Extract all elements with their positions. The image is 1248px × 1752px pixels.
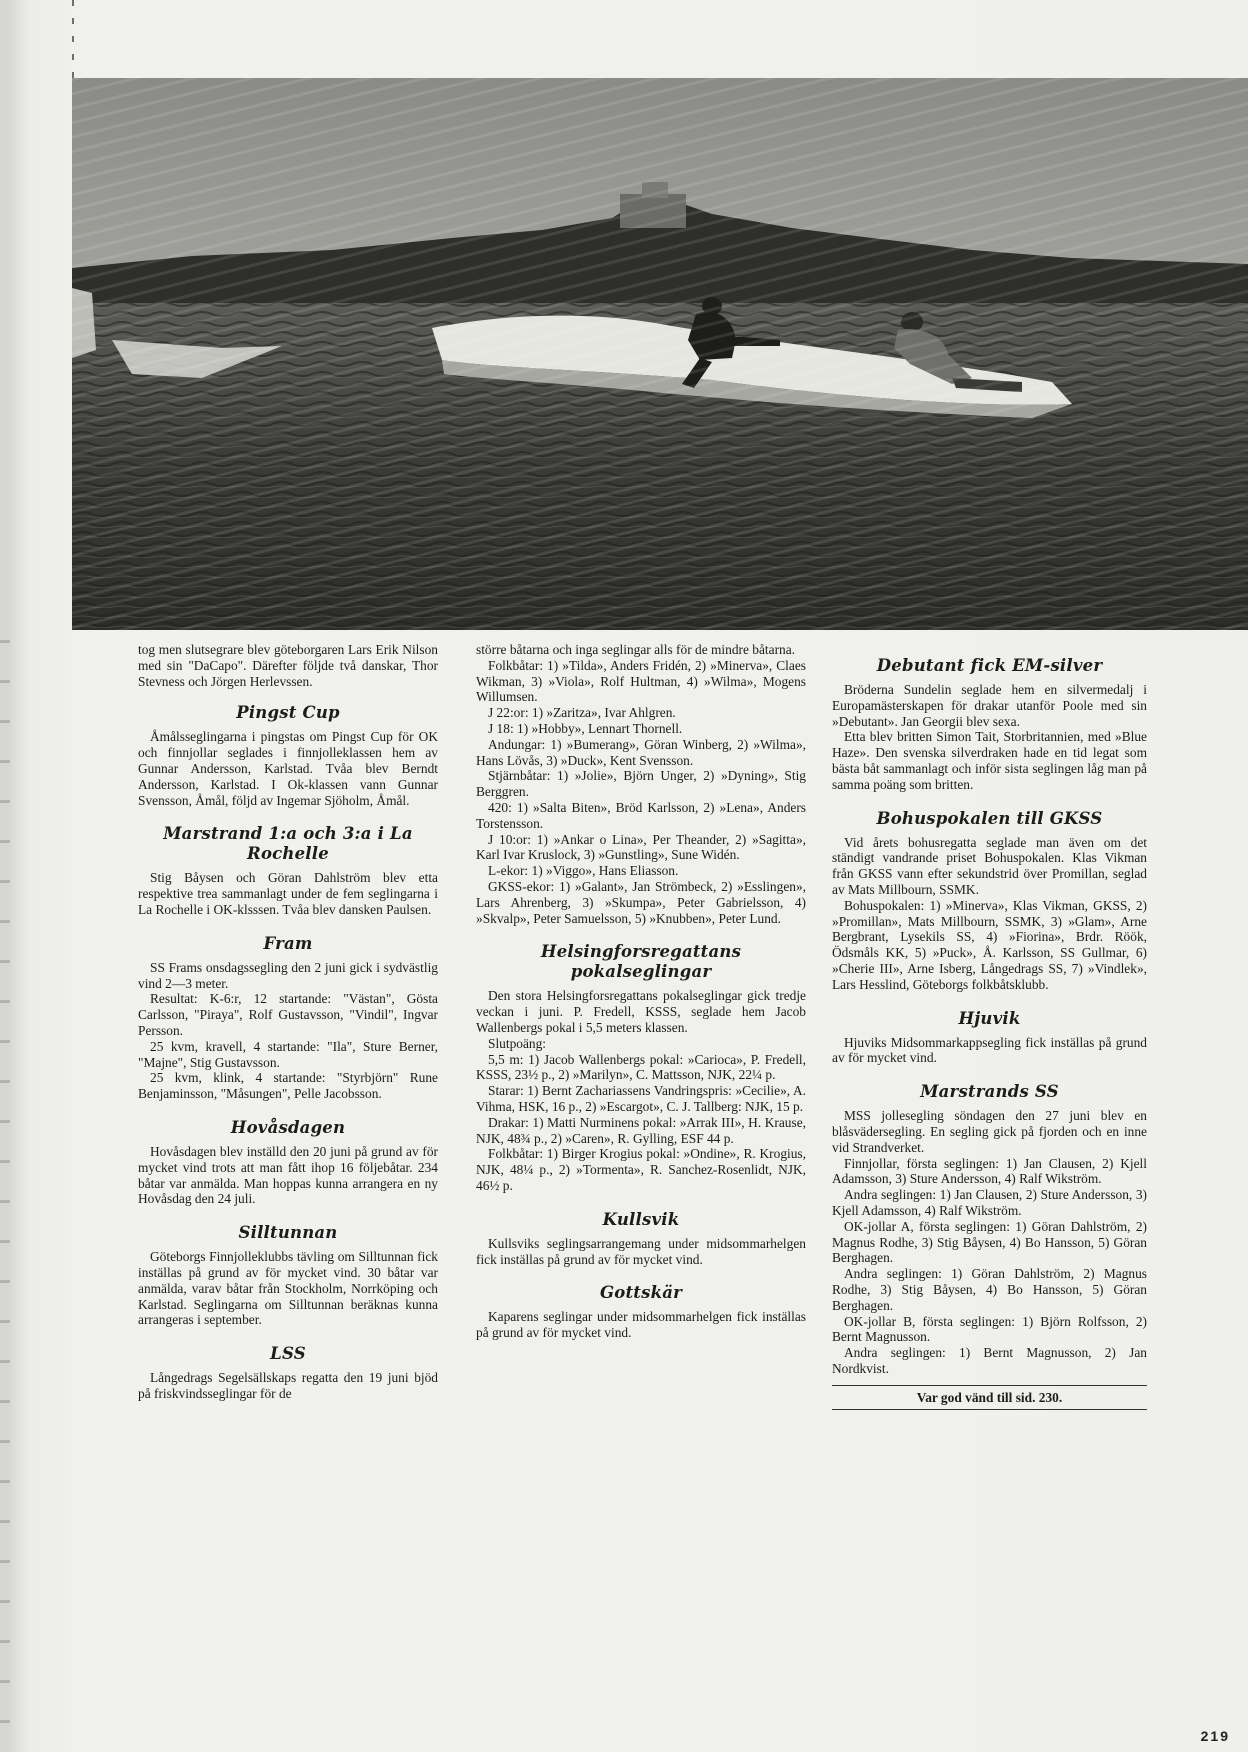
gottskar-paragraph: Kaparens seglingar under midsommarhelgen fick inställas på grund av för mycket vind.	[476, 1309, 806, 1341]
heading-marstrand-la-rochelle: Marstrand 1:a och 3:a i La Rochelle	[163, 824, 413, 864]
mss-paragraph-7: Andra seglingen: 1) Bernt Magnusson, 2) Jan Nordkvist.	[832, 1345, 1147, 1376]
column-3	[832, 642, 1147, 1410]
col2-intro: större båtarna och inga seglingar alls för de mindre båtarna.	[476, 642, 796, 657]
results-420: 420: 1) »Salta Biten», Bröd Karlsson, 2) »Lena», Anders Torstensson.	[476, 799, 806, 831]
helsingfors-paragraph-2: Slutpoäng:	[488, 1035, 547, 1051]
fram-paragraph-3: 25 kvm, kravell, 4 startande: "Ila", Sture Berner, "Majne", Stig Gustavsson.	[138, 1038, 438, 1070]
heading-debutant: Debutant fick EM-silver	[876, 656, 1103, 675]
continuation-rule-bottom	[832, 1409, 1147, 1410]
sailing-photo	[72, 78, 1248, 630]
results-folkbatar: Folkbåtar: 1) »Tilda», Anders Fridén, 2) »Minerva», Claes Wikman, 3) »Viola», Rolf Hultman, 4) »Wilma», Mogens Willumsen.	[476, 657, 806, 705]
pingst-paragraph: Åmålsseglingarna i pingstas om Pingst Cup för OK och finnjollar seglades i finnjolleklassen hem av Gunnar Andersson, Karlstad. Tvåa blev Berndt Andersson, Karlstad. I Ok-klassen vann Gunnar Svensson, Åmål, följd av Ingemar Sjöholm, Åmål.	[138, 729, 438, 808]
mss-paragraph-2: Finnjollar, första seglingen: 1) Jan Clausen, 2) Kjell Adamsson, 3) Sture Andersson, 4) Ralf Wikström.	[832, 1155, 1147, 1187]
results-j22: J 22:or: 1) »Zaritza», Ivar Ahlgren.	[488, 705, 676, 721]
fram-paragraph-2: Resultat: K-6:r, 12 startande: "Västan", Gösta Carlsson, "Piraya", Rolf Gustavsson, "Vindil", Ingvar Persson.	[138, 991, 438, 1038]
page-number: 219	[1200, 1728, 1230, 1744]
helsingfors-paragraph-3: 5,5 m: 1) Jacob Wallenbergs pokal: »Carioca», P. Fredell, KSSS, 23½ p., 2) »Marilyn», C. Mattsson, NJK, 22¼ p.	[476, 1051, 806, 1083]
helsingfors-paragraph-6: Folkbåtar: 1) Birger Krogius pokal: »Ondine», R. Krogius, NJK, 48¼ p., 2) »Tormenta», R. Sanchez-Rosenlidt, NJK, 46½ p.	[476, 1146, 806, 1193]
heading-marstrands-ss: Marstrands SS	[920, 1082, 1059, 1102]
column-2	[476, 642, 806, 1341]
sailing-photo-illustration	[72, 78, 1248, 630]
continuation-rule-top	[832, 1385, 1147, 1386]
debutant-paragraph-1: Bröderna Sundelin seglade hem en silvermedalj i Europamästerskapen för drakar utanför Poole med sin »Debutant». Jan Georgii blev sexa.	[832, 682, 1147, 729]
heading-helsingforsregattan: Helsingforsregattans pokalseglingar	[540, 942, 742, 982]
col1-intro: tog men slutsegrare blev göteborgaren Lars Erik Nilson med sin "DaCapo". Därefter följde två danskar, Thor Stevness och Jörgen Herlevssen.	[138, 642, 438, 689]
lss-paragraph: Långedrags Segelsällskaps regatta den 19 juni bjöd på friskvindsseglingar för de	[138, 1370, 438, 1401]
results-gkss-ekor: GKSS-ekor: 1) »Galant», Jan Strömbeck, 2) »Esslingen», Lars Ahrenberg, 3) »Skumpa», Peter Gabrielsson, 4) »Skvalp», Peter Samuelsson, 5) »Knubben», Peter Lund.	[476, 878, 806, 926]
helsingfors-paragraph-1: Den stora Helsingforsregattans pokalseglingar gick tredje veckan i juni. P. Fredell, KSSS, seglade hem Jacob Wallenbergs pokal i 5,5 meters klassen.	[476, 988, 806, 1035]
facing-page-edge	[0, 640, 10, 1740]
results-j10: J 10:or: 1) »Ankar o Lina», Per Theander, 2) »Sagitta», Karl Ivar Kruslock, 3) »Gunstling», Sune Widén.	[476, 831, 806, 863]
debutant-paragraph-2: Etta blev britten Simon Tait, Storbritannien, med »Blue Haze». Den svenska silverdraken hade en tid legat som bästa båt sammanlagt och inför sista seglingen låg man på samma poäng som britten.	[832, 729, 1147, 792]
heading-kullsvik: Kullsvik	[602, 1209, 680, 1229]
continuation-note: Var god vänd till sid. 230.	[916, 1389, 1063, 1405]
heading-hovasdagen: Hovåsdagen	[230, 1117, 346, 1137]
bohuspokalen-paragraph-2: Bohuspokalen: 1) »Minerva», Klas Vikman, GKSS, 2) »Promillan», Mats Millbourn, SSMK, 3) »Glam», Arne Bergbrant, Lysekils SS, 4) »Fiorina», Brdr. Röök, Ödsmåls KK, 5) »Puck», Å. Karlsson, SS Gullmar, 6) »Cherie III», Arne Isberg, Långedrags SS, 7) »Vindlek», Lars Hesslind, Göteborgs folkbåtsklubb.	[832, 897, 1147, 992]
results-l-ekor: L-ekor: 1) »Viggo», Hans Eliasson.	[488, 863, 679, 879]
results-j18: J 18: 1) »Hobby», Lennart Thornell.	[488, 720, 683, 736]
hjuvik-paragraph: Hjuviks Midsommarkappsegling fick inställas på grund av för mycket vind.	[832, 1034, 1147, 1066]
mss-paragraph-3: Andra seglingen: 1) Jan Clausen, 2) Sture Andersson, 3) Kjell Adamsson, 4) Ralf Wikström.	[832, 1187, 1147, 1218]
hovasdagen-paragraph: Hovåsdagen blev inställd den 20 juni på grund av för mycket vind trots att man fått ihop 16 följebåtar. 234 båtar var anmälda. Man hoppas kunna arrangera en ny Hovåsdag den 24 juli.	[138, 1143, 438, 1207]
results-stjarnbatar: Stjärnbåtar: 1) »Jolie», Björn Unger, 2) »Dyning», Stig Berggren.	[476, 768, 806, 800]
heading-gottskar: Gottskär	[599, 1283, 683, 1303]
fram-paragraph-1: SS Frams onsdagssegling den 2 juni gick i sydvästlig vind 2—3 meter.	[138, 959, 438, 991]
kullsvik-paragraph: Kullsviks seglingsarrangemang under midsommarhelgen fick inställas på grund av för mycket vind.	[476, 1235, 806, 1267]
fram-paragraph-4: 25 kvm, klink, 4 startande: "Styrbjörn" Rune Benjaminsson, "Måsungen", Pelle Jacobsson.	[138, 1070, 438, 1102]
heading-bohuspokalen: Bohuspokalen till GKSS	[876, 808, 1103, 828]
heading-hjuvik: Hjuvik	[958, 1008, 1021, 1028]
heading-pingst-cup: Pingst Cup	[236, 703, 340, 723]
marstrand-paragraph: Stig Båysen och Göran Dahlström blev etta respektive trea sammanlagt under de fem seglingarna i La Rochelle i OK-klsssen. Tvåa blev dansken Paulsen.	[138, 870, 438, 917]
mss-paragraph-5: Andra seglingen: 1) Göran Dahlström, 2) Magnus Rodhe, 3) Stig Båysen, 4) Bo Hansson, 5) Göran Berghagen.	[832, 1266, 1147, 1313]
bohuspokalen-paragraph-1: Vid årets bohusregatta seglade man även om det ständigt vandrande priset Bohuspokalen. Klas Vikman från GKSS vann efter sekundstrid över Promillan, seglad av Mats Millbourn, SSMK.	[832, 834, 1147, 897]
helsingfors-paragraph-4: Starar: 1) Bernt Zachariassens Vandringspris: »Cecilie», A. Vihma, HSK, 16 p., 2) »Escargot», C. J. Tallberg: NJK, 15 p.	[476, 1083, 806, 1114]
results-andungar: Andungar: 1) »Bumerang», Göran Winberg, 2) »Wilma», Hans Lövås, 3) »Duck», Kent Svensson.	[476, 736, 806, 768]
heading-fram: Fram	[263, 933, 313, 953]
column-1	[138, 642, 438, 1402]
mss-paragraph-1: MSS jollesegling söndagen den 27 juni blev en blåsvädersegling. En segling gick på fjorden och en inne vid Strandverket.	[832, 1108, 1147, 1155]
heading-lss: LSS	[270, 1344, 306, 1364]
silltunnan-paragraph: Göteborgs Finnjolleklubbs tävling om Silltunnan fick inställas på grund av för mycket vind. 30 båtar var anmälda, varav båtar från Stockholm, Norrköping och Karlstad. Seglingarna om Silltunnan beräknas kunna arrangeras i september.	[138, 1249, 438, 1328]
helsingfors-paragraph-5: Drakar: 1) Matti Nurminens pokal: »Arrak III», H. Krause, NJK, 48¾ p., 2) »Caren», R. Gylling, ESF 44 p.	[476, 1114, 806, 1146]
heading-silltunnan: Silltunnan	[238, 1223, 338, 1243]
mss-paragraph-6: OK-jollar B, första seglingen: 1) Björn Rolfsson, 2) Bernt Magnusson.	[832, 1313, 1147, 1345]
mss-paragraph-4: OK-jollar A, första seglingen: 1) Göran Dahlström, 2) Magnus Rodhe, 3) Stig Båysen, 4) Bo Hansson, 5) Göran Berghagen.	[832, 1218, 1147, 1266]
